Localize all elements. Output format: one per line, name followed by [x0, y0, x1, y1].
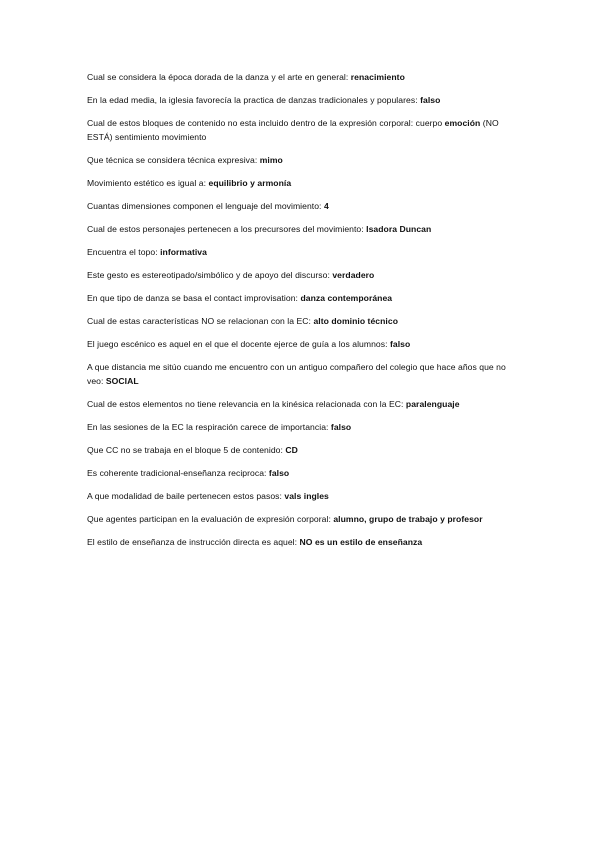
answer-text: falso: [330, 422, 352, 432]
answer-text: informativa: [160, 247, 207, 257]
qa-item: [87, 176, 517, 190]
question-text: En las sesiones de la EC la respiración carece de importancia:: [87, 422, 331, 432]
answer-text: falso: [420, 95, 441, 105]
qa-item: [87, 199, 517, 213]
answer-text: renacimiento: [350, 72, 405, 82]
question-text: Que técnica se considera técnica expresiva:: [87, 155, 260, 165]
qa-item: [87, 466, 517, 480]
question-text: Cual de estas características NO se relacionan con la EC:: [87, 316, 314, 326]
answer-text: mimo: [259, 155, 283, 165]
qa-item: [87, 291, 517, 305]
question-text: En que tipo de danza se basa el contact improvisation:: [87, 293, 301, 303]
qa-item: [87, 268, 517, 282]
qa-item: [87, 153, 517, 167]
qa-item: [87, 337, 517, 351]
answer-text: verdadero: [332, 270, 375, 280]
answer-text: Isadora Duncan: [366, 224, 432, 234]
answer-text: SOCIAL: [105, 376, 139, 386]
question-text: Cual se considera la época dorada de la danza y el arte en general:: [87, 72, 351, 82]
qa-item: [87, 70, 517, 84]
answer-text: emoción: [444, 118, 481, 128]
qa-item: [87, 397, 517, 411]
question-text: El juego escénico es aquel en el que el docente ejerce de guía a los alumnos:: [87, 339, 390, 349]
question-text: En la edad media, la iglesia favorecía la practica de danzas tradicionales y populares:: [87, 95, 421, 105]
question-text: Es coherente tradicional-enseñanza reciproca:: [87, 468, 269, 478]
answer-text: 4: [323, 201, 329, 211]
question-text: Cuantas dimensiones componen el lenguaje del movimiento:: [87, 201, 324, 211]
question-text: A que modalidad de baile pertenecen estos pasos:: [87, 491, 285, 501]
answer-text: paralenguaje: [405, 399, 460, 409]
question-text: El estilo de enseñanza de instrucción directa es aquel:: [87, 537, 300, 547]
answer-text: alumno, grupo de trabajo y profesor: [333, 514, 483, 524]
qa-item: [87, 222, 517, 236]
answer-text: danza contemporánea: [300, 293, 393, 303]
qa-item: [87, 314, 517, 328]
question-text: Cual de estos bloques de contenido no esta incluido dentro de la expresión corporal: cuerpo: [87, 118, 445, 128]
qa-list: [87, 70, 517, 558]
question-text: Cual de estos personajes pertenecen a los precursores del movimiento:: [87, 224, 367, 234]
qa-item: [87, 360, 517, 388]
qa-item: [87, 245, 517, 259]
qa-item: [87, 512, 517, 526]
question-text: Que agentes participan en la evaluación de expresión corporal:: [87, 514, 334, 524]
answer-text: NO es un estilo de enseñanza: [299, 537, 423, 547]
question-text: Este gesto es estereotipado/simbólico y de apoyo del discurso:: [87, 270, 333, 280]
question-text: Cual de estos elementos no tiene relevancia en la kinésica relacionada con la EC:: [87, 399, 406, 409]
qa-item: [87, 443, 517, 457]
answer-text: falso: [389, 339, 411, 349]
qa-item: [87, 535, 517, 549]
question-text: Movimiento estético es igual a:: [87, 178, 209, 188]
answer-tail: (NO ESTÁ) sentimiento movimiento: [87, 118, 499, 142]
answer-text: vals ingles: [284, 491, 329, 501]
answer-text: equilibrio y armonía: [208, 178, 292, 188]
qa-item: [87, 93, 517, 107]
qa-item: [87, 489, 517, 503]
answer-text: alto dominio técnico: [313, 316, 398, 326]
answer-text: CD: [285, 445, 298, 455]
answer-text: falso: [268, 468, 290, 478]
qa-item: [87, 420, 517, 434]
question-text: A que distancia me sitúo cuando me encuentro con un antiguo compañero del colegio que hace años que no veo:: [87, 362, 506, 386]
question-text: Que CC no se trabaja en el bloque 5 de contenido:: [87, 445, 286, 455]
qa-item: [87, 116, 517, 144]
question-text: Encuentra el topo:: [87, 247, 161, 257]
